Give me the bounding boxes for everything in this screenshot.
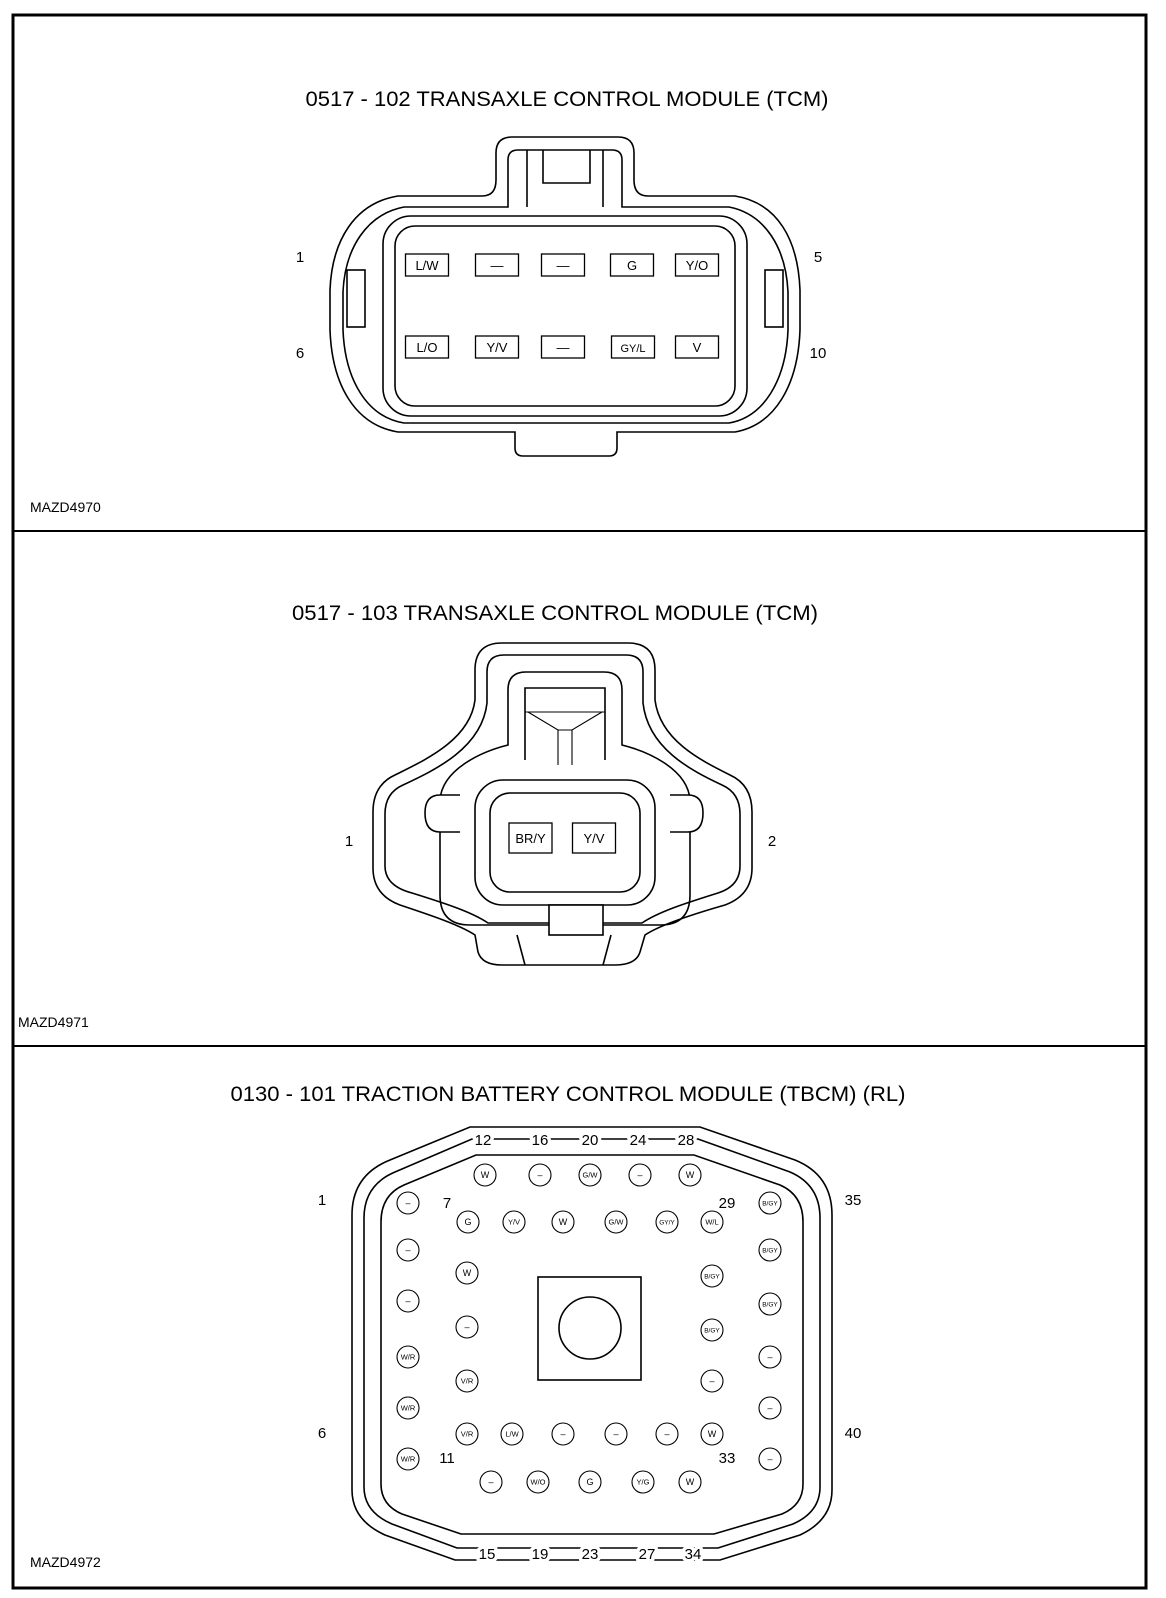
pin-cavity (474, 1164, 496, 1186)
pin-cavity (542, 336, 585, 358)
wire-color-label: B/GY (762, 1200, 778, 1208)
pin-cavity (527, 1471, 549, 1493)
wire-color-label: Y/V (486, 340, 508, 355)
wire-color-label: – (613, 1429, 619, 1440)
wire-color-label: — (556, 340, 570, 355)
pin-cavity (701, 1370, 723, 1392)
wire-color-label: V (692, 340, 702, 355)
pin-cavity (573, 823, 616, 853)
pin-cavity (612, 336, 655, 358)
wire-color-label: W/R (400, 1454, 416, 1464)
pin-cavity (611, 254, 654, 276)
panel-title: 0517 - 102 TRANSAXLE CONTROL MODULE (TCM) (305, 88, 829, 111)
side-guide-left (347, 270, 365, 327)
pin-cavity (397, 1290, 419, 1312)
wire-color-label: G/W (582, 1170, 598, 1180)
pin-cavity (456, 1262, 478, 1284)
panel-tcm-103 (18, 602, 818, 1030)
side-guide-right (765, 270, 783, 327)
wire-color-label: Y/G (636, 1477, 650, 1487)
wire-color-label: GY/Y (659, 1219, 675, 1227)
pin-number: 19 (531, 1546, 549, 1563)
pin-number: 11 (439, 1450, 455, 1467)
panel-title: 0130 - 101 TRACTION BATTERY CONTROL MODULE (TBCM) (RL) (230, 1083, 906, 1106)
pin-number: 24 (629, 1132, 647, 1149)
wire-color-label: W/L (705, 1217, 719, 1227)
wire-color-label: – (767, 1403, 773, 1414)
wire-color-label: V/R (460, 1429, 474, 1439)
wire-color-label: – (637, 1170, 643, 1181)
pin-cavity (457, 1211, 479, 1233)
pin-number: 35 (844, 1192, 862, 1209)
panel-tbcm-101 (30, 1083, 906, 1570)
pin-cavity (529, 1164, 551, 1186)
pin-number-6: 6 (295, 345, 305, 362)
wire-color-label: – (464, 1322, 470, 1333)
wire-color-label: – (709, 1376, 715, 1387)
wire-color-label: — (556, 258, 570, 273)
wire-color-label: L/W (415, 258, 439, 273)
wire-color-label: – (767, 1352, 773, 1363)
wire-color-label: B/GY (704, 1327, 720, 1335)
wire-color-label: – (537, 1170, 543, 1181)
wire-color-label: – (560, 1429, 566, 1440)
pin-cavity (503, 1211, 525, 1233)
wire-color-label: — (490, 258, 504, 273)
panel-tcm-102 (30, 88, 829, 515)
wire-color-label: W/R (400, 1403, 416, 1413)
figure-id: MAZD4970 (30, 499, 101, 515)
wire-color-label: B/GY (762, 1301, 778, 1309)
side-guide-left (425, 795, 460, 832)
pin-number: 29 (718, 1195, 736, 1212)
pin-number: 16 (531, 1132, 549, 1149)
pin-cavity (676, 254, 719, 276)
pin-number: 23 (581, 1546, 599, 1563)
wire-color-label: – (405, 1296, 411, 1307)
pin-number-10: 10 (809, 345, 827, 362)
wire-color-label: W (685, 1170, 695, 1181)
pin-cavity (701, 1211, 723, 1233)
pin-cavity (552, 1423, 574, 1445)
pin-cavity (509, 823, 552, 853)
pin-number: 6 (317, 1425, 327, 1442)
wire-color-label: L/W (505, 1429, 519, 1439)
wire-color-label: W (480, 1170, 490, 1181)
pin-cavity (397, 1192, 419, 1214)
wire-color-label: GY/L (620, 343, 646, 355)
pin-cavity (456, 1370, 478, 1392)
pin-cavity (456, 1316, 478, 1338)
connector-tcm-103 (373, 643, 752, 965)
wire-color-label: – (664, 1429, 670, 1440)
pin-cavity (397, 1346, 419, 1368)
pin-number: 20 (581, 1132, 599, 1149)
pin-cavity (629, 1164, 651, 1186)
pin-number: 15 (478, 1546, 496, 1563)
pin-number: 12 (474, 1132, 492, 1149)
pin-cavity (759, 1192, 781, 1214)
pin-cavity (701, 1265, 723, 1287)
wire-color-label: G (586, 1477, 594, 1488)
pin-cavity (679, 1164, 701, 1186)
wire-color-label: W/O (530, 1477, 546, 1487)
wire-color-label: W (558, 1217, 568, 1228)
pin-cavity (397, 1239, 419, 1261)
wire-color-label: G/W (608, 1217, 624, 1227)
side-guide-right (670, 795, 703, 832)
pin-cavity (656, 1423, 678, 1445)
pin-cavity (701, 1423, 723, 1445)
center-post-frame (538, 1277, 641, 1380)
pin-cavity (759, 1397, 781, 1419)
pin-cavity (406, 336, 449, 358)
pin-number-5: 5 (813, 249, 823, 266)
pin-cavity (701, 1319, 723, 1341)
pin-number: 27 (638, 1546, 656, 1563)
panel-title: 0517 - 103 TRANSAXLE CONTROL MODULE (TCM) (292, 602, 818, 625)
figure-id: MAZD4971 (18, 1014, 89, 1030)
pin-cavity (456, 1423, 478, 1445)
pin-cavity (656, 1211, 678, 1233)
wire-color-label: – (405, 1245, 411, 1256)
pin-cavity (579, 1164, 601, 1186)
wire-color-label: Y/V (507, 1217, 521, 1227)
figure-id: MAZD4972 (30, 1554, 101, 1570)
pin-cavity (759, 1346, 781, 1368)
wire-color-label: W (707, 1429, 717, 1440)
pin-cavity (679, 1471, 701, 1493)
wire-color-label: B/GY (762, 1247, 778, 1255)
pin-cavity (476, 254, 519, 276)
pin-field-outline (475, 780, 655, 905)
wire-color-label: W (462, 1268, 472, 1279)
wire-color-label: BR/Y (515, 831, 546, 846)
pin-cavity (406, 254, 449, 276)
wire-color-label: Y/O (685, 258, 709, 273)
pin-number-1: 1 (344, 833, 354, 850)
pin-cavity (759, 1448, 781, 1470)
wire-color-label: W/R (400, 1352, 416, 1362)
connector-housing (330, 137, 800, 456)
wire-color-label: G (464, 1217, 472, 1228)
pin-number: 33 (718, 1450, 736, 1467)
wire-color-label: G (626, 258, 638, 273)
pin-cavity (501, 1423, 523, 1445)
pin-number-1: 1 (295, 249, 305, 266)
pin-cavity (759, 1293, 781, 1315)
wire-color-label: L/O (416, 340, 438, 355)
pin-number: 1 (317, 1192, 327, 1209)
connector-tbcm-101 (318, 1127, 862, 1563)
pin-number: 7 (442, 1195, 452, 1212)
pin-cavity (605, 1211, 627, 1233)
pin-cavity (397, 1448, 419, 1470)
keying-notch (549, 905, 603, 935)
connector-tcm-102 (330, 137, 800, 456)
pin-cavity (605, 1423, 627, 1445)
pin-number-2: 2 (767, 833, 777, 850)
pin-cavity (579, 1471, 601, 1493)
pin-number: 40 (844, 1425, 862, 1442)
pin-cavity (542, 254, 585, 276)
pin-cavity (632, 1471, 654, 1493)
pin-number: 34 (684, 1546, 702, 1563)
pin-cavity (397, 1397, 419, 1419)
pin-cavity (480, 1471, 502, 1493)
wire-color-label: – (488, 1477, 494, 1488)
pin-cavity (759, 1239, 781, 1261)
pin-cavity (476, 336, 519, 358)
wire-color-label: – (405, 1198, 411, 1209)
wire-color-label: – (767, 1454, 773, 1465)
wire-color-label: Y/V (583, 831, 605, 846)
pin-number: 28 (677, 1132, 695, 1149)
pin-cavity (676, 336, 719, 358)
pin-cavity (552, 1211, 574, 1233)
wire-color-label: W (685, 1477, 695, 1488)
wire-color-label: B/GY (704, 1273, 720, 1281)
wire-color-label: V/R (460, 1376, 474, 1386)
